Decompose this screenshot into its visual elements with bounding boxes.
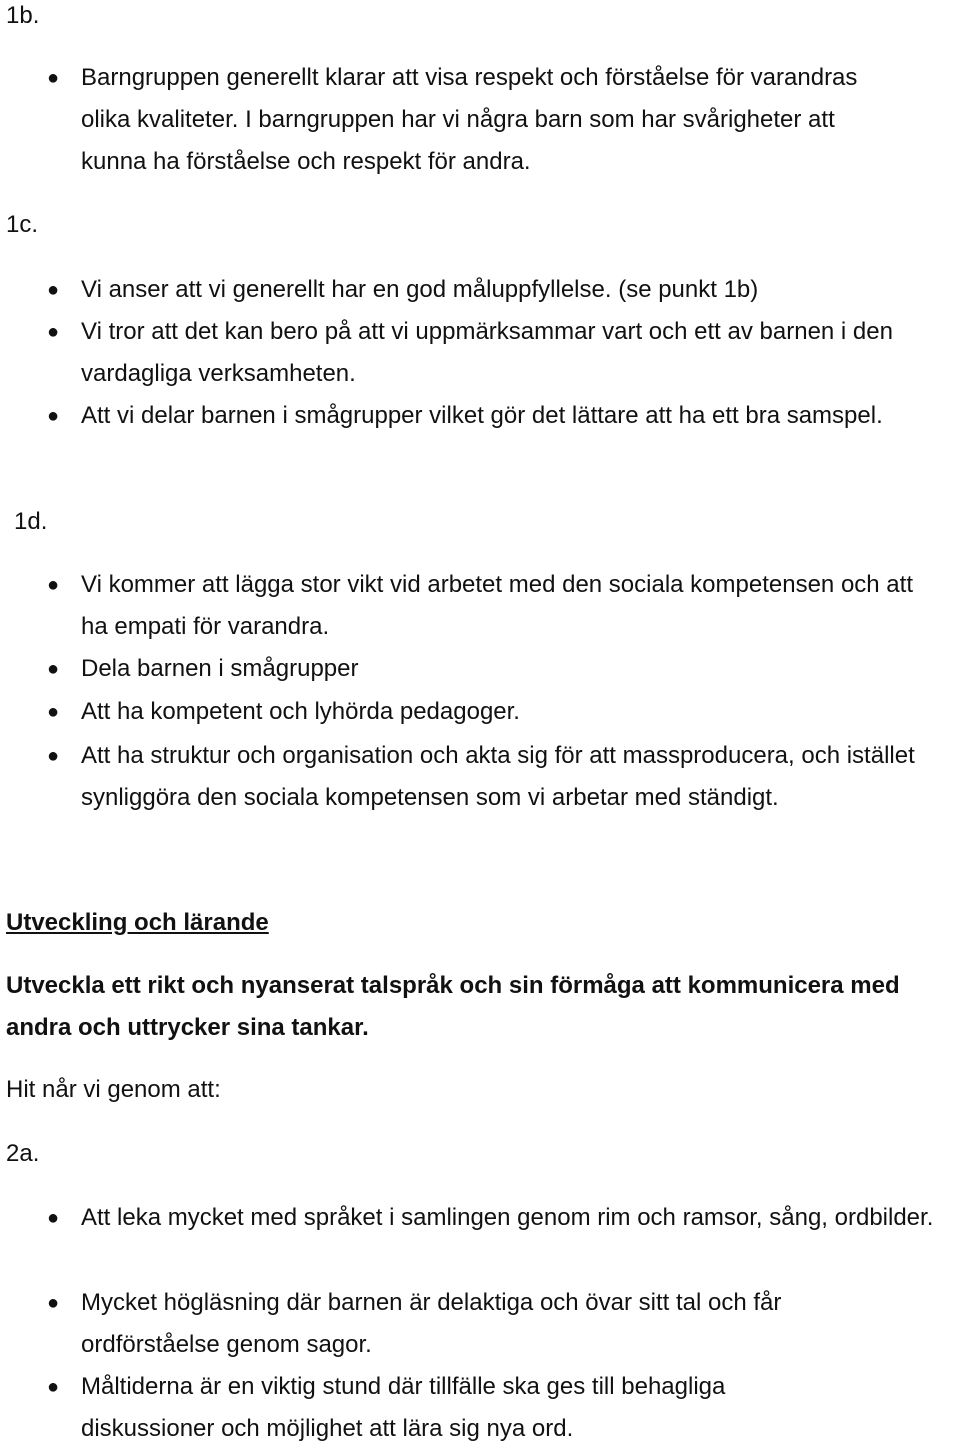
- bullet-icon: ●: [47, 1292, 60, 1314]
- list-item: [47, 1366, 841, 1450]
- list-item: [47, 735, 959, 819]
- intro-text: Hit når vi genom att:: [6, 1076, 221, 1103]
- list-item-text: Att vi delar barnen i smågrupper vilket gör det lättare att ha ett bra samspel.: [81, 402, 883, 429]
- list-item: [47, 1282, 901, 1366]
- list-item: [47, 564, 941, 648]
- list-item-text: Vi tror att det kan bero på att vi uppmärksammar vart och ett av barnen i den vardagliga verksamheten.: [81, 318, 893, 387]
- bullet-icon: ●: [47, 745, 60, 767]
- section-label-1b: 1b.: [6, 2, 40, 29]
- list-item: [47, 1197, 941, 1239]
- bullet-icon: ●: [47, 1207, 60, 1229]
- list-item: [47, 691, 941, 733]
- section-heading: Utveckling och lärande: [6, 909, 269, 936]
- list-item-text: Vi anser att vi generellt har en god måluppfyllelse. (se punkt 1b): [81, 276, 759, 303]
- list-item-text: Måltiderna är en viktig stund där tillfälle ska ges till behagliga diskussioner och möjlighet att lära sig nya ord.: [81, 1373, 726, 1442]
- bullet-icon: ●: [47, 279, 60, 301]
- list-item-text: Dela barnen i smågrupper: [81, 655, 359, 682]
- bullet-icon: ●: [47, 701, 60, 723]
- section-label-1d: 1d.: [14, 508, 48, 535]
- list-item-text: Att leka mycket med språket i samlingen genom rim och ramsor, sång, ordbilder.: [81, 1204, 934, 1231]
- bullet-icon: ●: [47, 67, 60, 89]
- list-item-text: Att ha struktur och organisation och akta sig för att massproducera, och istället synliggöra den sociala kompetensen som vi arbetar med ständigt.: [81, 742, 915, 811]
- list-item: [47, 57, 881, 183]
- section-label-2a: 2a.: [6, 1140, 40, 1167]
- bullet-icon: ●: [47, 658, 60, 680]
- list-item: [47, 648, 941, 690]
- list-item-text: Mycket högläsning där barnen är delaktiga och övar sitt tal och får ordförståelse genom sagor.: [81, 1289, 782, 1358]
- bullet-icon: ●: [47, 321, 60, 343]
- list-item-text: Att ha kompetent och lyhörda pedagoger.: [81, 698, 520, 725]
- list-item-text: Vi kommer att lägga stor vikt vid arbetet med den sociala kompetensen och att ha empati för varandra.: [81, 571, 913, 640]
- bullet-icon: ●: [47, 405, 60, 427]
- list-item-text: Barngruppen generellt klarar att visa respekt och förståelse för varandras olika kvaliteter. I barngruppen har vi några barn som har svårigheter att kunna ha förståelse och respekt för andra.: [81, 64, 858, 175]
- section-label-1c: 1c.: [6, 211, 39, 238]
- bullet-icon: ●: [47, 1376, 60, 1398]
- list-item: [47, 311, 951, 395]
- goal-paragraph: Utveckla ett rikt och nyanserat talspråk och sin förmåga att kommunicera med andra och uttrycker sina tankar.: [6, 972, 900, 1041]
- bullet-icon: ●: [47, 574, 60, 596]
- list-item: [47, 395, 901, 437]
- list-item: [47, 269, 941, 311]
